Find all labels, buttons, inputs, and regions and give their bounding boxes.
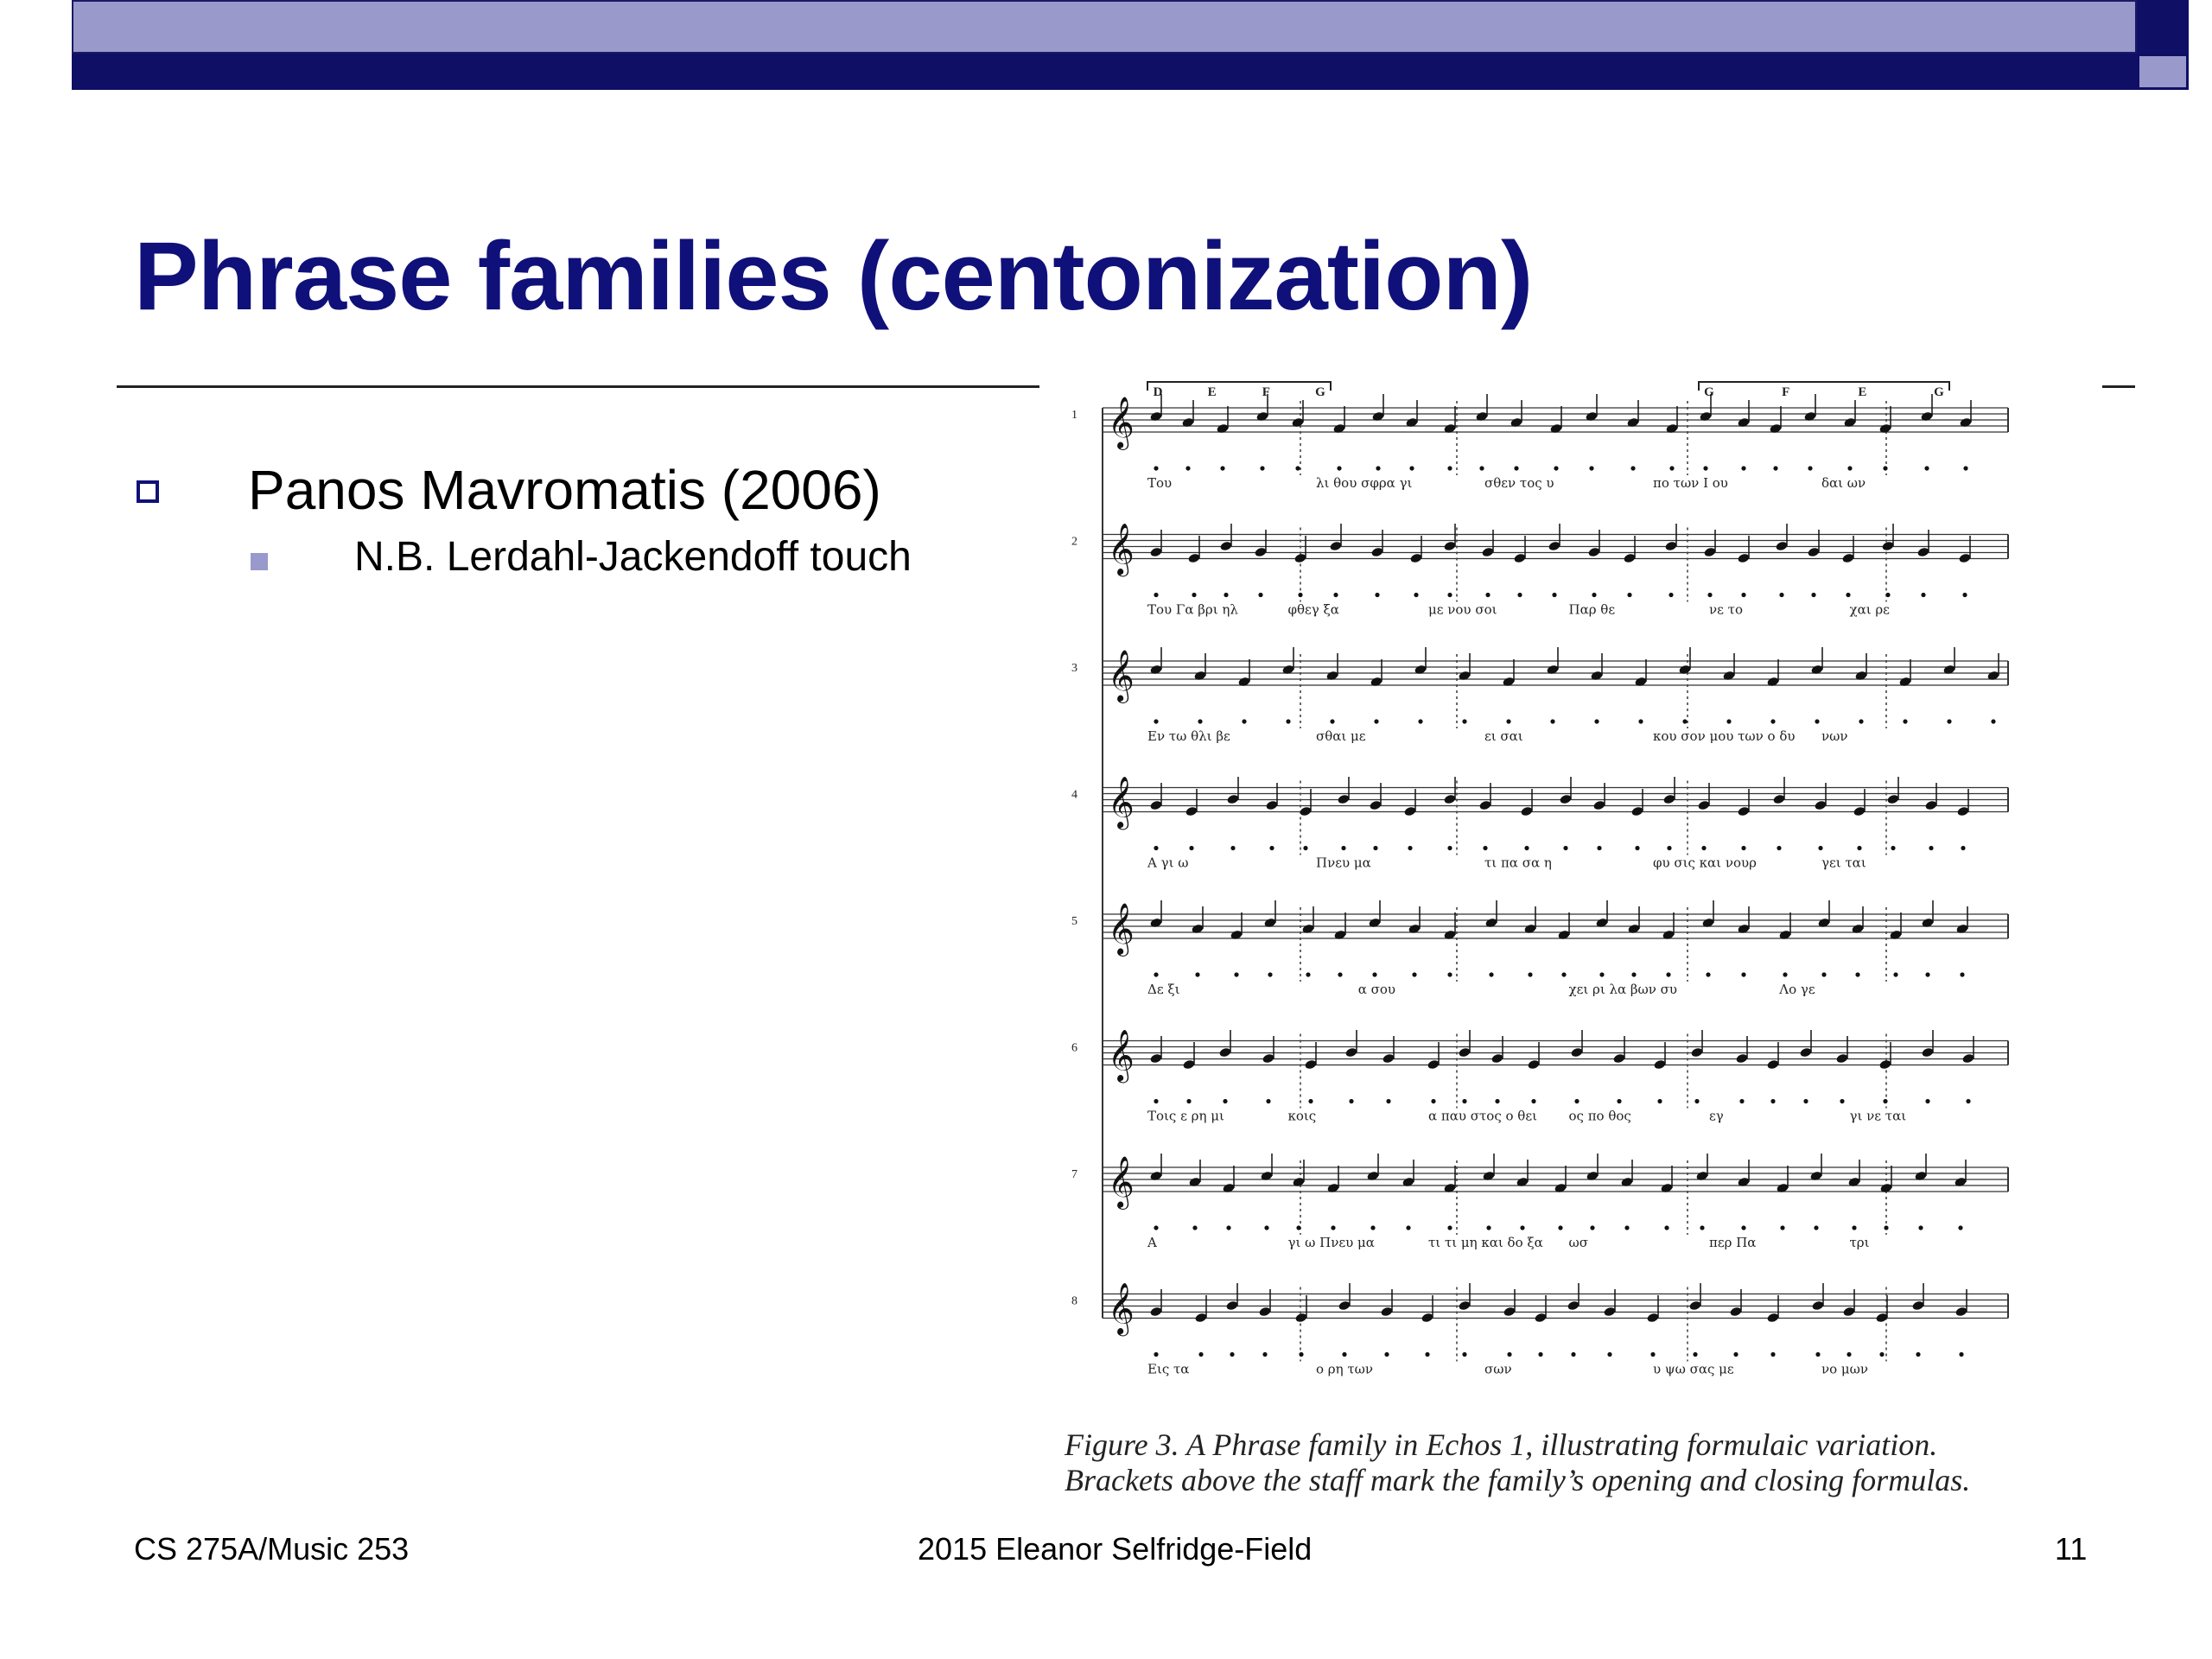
syllable-dot xyxy=(1741,1225,1745,1230)
syllable-dot xyxy=(1295,466,1300,470)
lyric-text: τι πα σα η xyxy=(1484,855,1552,871)
lyric-text: Πνευ μα xyxy=(1316,855,1371,871)
treble-clef-icon: 𝄞 xyxy=(1108,776,1135,829)
syllable-dot xyxy=(1693,1352,1697,1357)
syllable-dot xyxy=(1507,1352,1511,1357)
lyric-text: πο των Ι ου xyxy=(1653,475,1728,491)
staff-number: 4 xyxy=(1071,788,1077,802)
syllable-dot xyxy=(1531,1099,1535,1103)
staff-number: 5 xyxy=(1071,915,1077,928)
syllable-dot xyxy=(1538,1352,1542,1357)
header-corner-dark xyxy=(2137,0,2189,54)
treble-clef-icon: 𝄞 xyxy=(1108,1282,1135,1335)
bullet-text: Panos Mavromatis (2006) xyxy=(248,459,881,521)
lyric-text: νο μων xyxy=(1821,1361,1869,1377)
lyric-text: Δε ξι xyxy=(1147,982,1180,997)
syllable-dot xyxy=(1376,466,1380,470)
syllable-dot xyxy=(1234,972,1238,976)
syllable-dot xyxy=(1852,1225,1856,1230)
lyric-text: Λο γε xyxy=(1779,982,1815,997)
syllable-dot xyxy=(1485,593,1490,597)
syllable-dot xyxy=(1815,1352,1820,1357)
staff-number: 1 xyxy=(1071,409,1077,422)
syllable-dot xyxy=(1337,466,1341,470)
syllable-dot xyxy=(1924,466,1929,470)
syllable-dot xyxy=(1963,466,1967,470)
syllable-dot xyxy=(1154,1225,1158,1230)
syllable-dot xyxy=(1552,593,1556,597)
header-bar-dark xyxy=(72,54,2137,90)
syllable-dot xyxy=(1925,972,1929,976)
syllable-dot xyxy=(1306,972,1310,976)
treble-clef-icon: 𝄞 xyxy=(1108,1029,1135,1082)
syllable-dot xyxy=(1966,1099,1970,1103)
lyric-text: περ Πα xyxy=(1709,1235,1757,1250)
staff-2 xyxy=(1071,524,2008,618)
syllable-dot xyxy=(1409,466,1414,470)
syllable-dot xyxy=(1779,593,1783,597)
bracket-letter: G xyxy=(1704,385,1714,399)
lyric-text: ει σαι xyxy=(1484,728,1523,744)
syllable-dot xyxy=(1855,972,1859,976)
syllable-dot xyxy=(1198,1352,1203,1357)
slide-title: Phrase families (centonization) xyxy=(134,222,1533,330)
staff-number: 6 xyxy=(1071,1041,1077,1055)
syllable-dot xyxy=(1220,466,1224,470)
syllable-dot xyxy=(1599,972,1604,976)
syllable-dot xyxy=(1333,593,1338,597)
syllable-dot xyxy=(1258,593,1262,597)
syllable-dot xyxy=(1893,972,1897,976)
syllable-dot xyxy=(1883,466,1887,470)
syllable-dot xyxy=(1462,1099,1466,1103)
syllable-dot xyxy=(1230,1352,1234,1357)
bracket-line xyxy=(1147,382,1331,391)
syllable-dot xyxy=(1230,846,1235,850)
syllable-dot xyxy=(1650,1352,1655,1357)
closing-formula-bracket xyxy=(1699,382,1949,399)
treble-clef-icon: 𝄞 xyxy=(1108,397,1135,448)
bracket-line xyxy=(1699,382,1949,391)
lyric-text: τι τι μη και δο ξα xyxy=(1428,1235,1543,1250)
syllable-dot xyxy=(1373,846,1377,850)
syllable-dot xyxy=(1447,846,1452,850)
treble-clef-icon: 𝄞 xyxy=(1108,523,1135,575)
syllable-dot xyxy=(1961,846,1965,850)
lyric-text: δαι ων xyxy=(1821,475,1866,491)
lyric-text: σθεν τος υ xyxy=(1484,475,1554,491)
syllable-dot xyxy=(1414,593,1418,597)
syllable-dot xyxy=(1773,466,1777,470)
lyric-text: φθεγ ξα xyxy=(1287,601,1339,618)
bracket-letter: E xyxy=(1207,385,1217,399)
syllable-dot xyxy=(1266,1099,1270,1103)
lyric-text: φυ σις και νουρ xyxy=(1653,855,1757,871)
syllable-dot xyxy=(1489,972,1493,976)
syllable-dot xyxy=(1803,1099,1808,1103)
syllable-dot xyxy=(1638,719,1643,723)
lyric-text: Εν τω θλι βε xyxy=(1147,728,1230,744)
syllable-dot xyxy=(1666,972,1670,976)
lyric-text: σθαι με xyxy=(1316,728,1366,744)
staff-3 xyxy=(1071,647,2008,744)
syllable-dot xyxy=(1425,1352,1429,1357)
syllable-dot xyxy=(1447,466,1452,470)
syllable-dot xyxy=(1669,466,1674,470)
lyric-text: λι θου σφρα γι xyxy=(1316,475,1413,491)
syllable-dot xyxy=(1374,719,1378,723)
syllable-dot xyxy=(1770,719,1775,723)
syllable-dot xyxy=(1242,719,1246,723)
syllable-dot xyxy=(1195,972,1199,976)
lyric-text: α σου xyxy=(1357,982,1396,997)
lyric-text: νων xyxy=(1821,728,1848,744)
music-notation-figure xyxy=(1052,363,2016,1400)
lyric-text: νε το xyxy=(1709,601,1743,618)
syllable-dot xyxy=(1154,593,1158,597)
syllable-dot xyxy=(1741,972,1745,976)
syllable-dot xyxy=(1185,466,1190,470)
syllable-dot xyxy=(1783,972,1787,976)
syllable-dot xyxy=(1528,972,1532,976)
header-bar-light xyxy=(72,0,2137,54)
staff-5 xyxy=(1071,900,2008,997)
syllable-dot xyxy=(1707,593,1712,597)
staff-7 xyxy=(1071,1154,2008,1250)
lyric-text: Α γι ω xyxy=(1147,855,1189,871)
treble-clef-icon: 𝄞 xyxy=(1108,1156,1135,1208)
syllable-dot xyxy=(1891,846,1895,850)
syllable-dot xyxy=(1447,593,1452,597)
bracket-letter: F xyxy=(1262,385,1270,399)
lyric-text: α παυ στος ο θει xyxy=(1428,1108,1537,1124)
syllable-dot xyxy=(1859,719,1863,723)
sub-bullet-icon xyxy=(251,553,268,570)
syllable-dot xyxy=(1726,719,1731,723)
syllable-dot xyxy=(1189,846,1193,850)
syllable-dot xyxy=(1991,719,1995,723)
lyric-text: σων xyxy=(1484,1361,1512,1377)
lyric-text: γι νε ται xyxy=(1849,1108,1907,1124)
syllable-dot xyxy=(1479,466,1484,470)
syllable-dot xyxy=(1372,972,1376,976)
sub-bullet-text: N.B. Lerdahl-Jackendoff touch xyxy=(354,534,912,580)
staff-6 xyxy=(1071,1030,2008,1124)
syllable-dot xyxy=(1879,1352,1884,1357)
header-corner-light xyxy=(2137,54,2189,90)
syllable-dot xyxy=(1286,719,1290,723)
syllable-dot xyxy=(1563,846,1567,850)
syllable-dot xyxy=(1483,846,1487,850)
syllable-dot xyxy=(1627,593,1631,597)
syllable-dot xyxy=(1406,1225,1410,1230)
syllable-dot xyxy=(1635,846,1639,850)
lyric-text: εγ xyxy=(1709,1108,1724,1124)
syllable-dot xyxy=(1486,1225,1491,1230)
syllable-dot xyxy=(1808,466,1812,470)
lyric-text: Εις τα xyxy=(1147,1361,1190,1377)
lyric-text: γει ται xyxy=(1821,855,1866,871)
syllable-dot xyxy=(1571,1352,1575,1357)
syllable-dot xyxy=(1514,466,1518,470)
footer-author: 2015 Eleanor Selfridge-Field xyxy=(918,1531,1313,1567)
syllable-dot xyxy=(1264,1225,1268,1230)
lyric-text: ος πο θος xyxy=(1568,1108,1631,1124)
syllable-dot xyxy=(1574,1099,1579,1103)
syllable-dot xyxy=(1303,846,1307,850)
lyric-text: υ ψω σας με xyxy=(1653,1361,1734,1377)
syllable-dot xyxy=(1607,1352,1611,1357)
syllable-dot xyxy=(1703,466,1707,470)
lyric-text: Του Γα βρι ηλ xyxy=(1147,601,1238,618)
syllable-dot xyxy=(1918,1225,1923,1230)
syllable-dot xyxy=(1198,719,1202,723)
syllable-dot xyxy=(1958,1225,1962,1230)
syllable-dot xyxy=(1506,719,1510,723)
staff-4 xyxy=(1071,777,2008,871)
syllable-dot xyxy=(1154,719,1158,723)
syllable-dot xyxy=(1338,972,1342,976)
syllable-dot xyxy=(1814,1225,1818,1230)
syllable-dot xyxy=(1885,593,1890,597)
lyric-text: κου σον μου των ο δυ xyxy=(1653,728,1796,744)
syllable-dot xyxy=(1594,719,1599,723)
lyric-text: με νου σοι xyxy=(1428,601,1497,618)
lyric-text: Παρ θε xyxy=(1568,601,1616,618)
lyric-text: τρι xyxy=(1849,1235,1870,1250)
footer-course: CS 275A/Music 253 xyxy=(134,1531,410,1567)
syllable-dot xyxy=(1815,719,1819,723)
syllable-dot xyxy=(1331,1225,1335,1230)
syllable-dot xyxy=(1700,1225,1704,1230)
syllable-dot xyxy=(1447,972,1452,976)
syllable-dot xyxy=(1495,1099,1499,1103)
syllable-dot xyxy=(1298,593,1302,597)
syllable-dot xyxy=(1370,1225,1375,1230)
syllable-dot xyxy=(1682,719,1687,723)
syllable-dot xyxy=(1701,846,1706,850)
syllable-dot xyxy=(1550,719,1554,723)
bracket-letter: G xyxy=(1934,385,1944,399)
bracket-letter: D xyxy=(1153,385,1163,399)
syllable-dot xyxy=(1883,1099,1887,1103)
treble-clef-icon: 𝄞 xyxy=(1108,650,1135,702)
syllable-dot xyxy=(1226,1225,1230,1230)
syllable-dot xyxy=(1299,1352,1303,1357)
treble-clef-icon: 𝄞 xyxy=(1108,903,1135,955)
syllable-dot xyxy=(1818,846,1822,850)
syllable-dot xyxy=(1916,1352,1920,1357)
staff-number: 7 xyxy=(1071,1168,1077,1181)
syllable-dot xyxy=(1857,846,1861,850)
syllable-dot xyxy=(1561,972,1566,976)
title-rule-right xyxy=(2102,385,2135,388)
syllable-dot xyxy=(1154,466,1158,470)
staff-number: 8 xyxy=(1071,1294,1077,1308)
syllable-dot xyxy=(1412,972,1416,976)
staff-number: 2 xyxy=(1071,535,1077,549)
syllable-dot xyxy=(1186,1099,1191,1103)
syllable-dot xyxy=(1269,846,1274,850)
syllable-dot xyxy=(1929,846,1933,850)
syllable-dot xyxy=(1630,466,1635,470)
syllable-dot xyxy=(1921,593,1925,597)
lyric-text: χει ρι λα βων συ xyxy=(1568,982,1678,997)
syllable-dot xyxy=(1741,846,1745,850)
syllable-dot xyxy=(1349,1099,1353,1103)
syllable-dot xyxy=(1554,466,1558,470)
syllable-dot xyxy=(1418,719,1422,723)
syllable-dot xyxy=(1694,1099,1699,1103)
syllable-dot xyxy=(1223,1099,1227,1103)
syllable-dot xyxy=(1154,846,1158,850)
syllable-dot xyxy=(1617,1099,1621,1103)
syllable-dot xyxy=(1925,1099,1929,1103)
syllable-dot xyxy=(1821,972,1826,976)
syllable-dot xyxy=(1840,1099,1844,1103)
syllable-dot xyxy=(1524,846,1529,850)
syllable-dot xyxy=(1739,1099,1744,1103)
syllable-dot xyxy=(1706,972,1710,976)
syllable-dot xyxy=(1884,1225,1888,1230)
syllable-dot xyxy=(1517,593,1522,597)
lyric-text: Α xyxy=(1147,1235,1157,1250)
syllable-dot xyxy=(1770,1099,1775,1103)
staff-systems xyxy=(1071,394,2008,1377)
syllable-dot xyxy=(1330,719,1334,723)
syllable-dot xyxy=(1669,593,1673,597)
syllable-dot xyxy=(1846,593,1850,597)
syllable-dot xyxy=(1154,972,1158,976)
syllable-dot xyxy=(1431,1099,1435,1103)
staff-8 xyxy=(1071,1283,2008,1377)
syllable-dot xyxy=(1589,466,1593,470)
syllable-dot xyxy=(1260,466,1264,470)
syllable-dot xyxy=(1777,846,1781,850)
syllable-dot xyxy=(1224,593,1228,597)
syllable-dot xyxy=(1262,1352,1267,1357)
syllable-dot xyxy=(1592,593,1596,597)
syllable-dot xyxy=(1811,593,1815,597)
syllable-dot xyxy=(1741,593,1745,597)
syllable-dot xyxy=(1462,1352,1466,1357)
page-number: 11 xyxy=(2055,1531,2088,1567)
syllable-dot xyxy=(1408,846,1412,850)
syllable-dot xyxy=(1741,466,1745,470)
syllable-dot xyxy=(1962,593,1967,597)
syllable-dot xyxy=(1447,1225,1452,1230)
syllable-dot xyxy=(1847,466,1852,470)
syllable-dot xyxy=(1341,846,1345,850)
syllable-dot xyxy=(1192,1225,1197,1230)
syllable-dot xyxy=(1770,1352,1775,1357)
syllable-dot xyxy=(1631,972,1636,976)
syllable-dot xyxy=(1597,846,1601,850)
syllable-dot xyxy=(1342,1352,1346,1357)
lyric-text: Τοις ε ρη μι xyxy=(1147,1108,1224,1124)
syllable-dot xyxy=(1959,1352,1963,1357)
syllable-dot xyxy=(1847,1352,1851,1357)
syllable-dot xyxy=(1960,972,1964,976)
bracket-letter: F xyxy=(1782,385,1790,399)
square-bullet-icon xyxy=(137,480,159,503)
title-rule xyxy=(117,385,1039,388)
staff-number: 3 xyxy=(1071,662,1077,675)
syllable-dot xyxy=(1308,1099,1313,1103)
lyric-text: γι ω Πνευ μα xyxy=(1287,1235,1375,1250)
lyric-text: ο ρη των xyxy=(1316,1361,1374,1377)
bracket-letter: E xyxy=(1858,385,1867,399)
syllable-dot xyxy=(1296,1225,1300,1230)
opening-formula-bracket xyxy=(1147,382,1331,399)
syllable-dot xyxy=(1375,593,1379,597)
syllable-dot xyxy=(1657,1099,1662,1103)
staff-1 xyxy=(1071,394,2008,491)
syllable-dot xyxy=(1590,1225,1594,1230)
syllable-dot xyxy=(1462,719,1466,723)
figure-caption: Figure 3. A Phrase family in Echos 1, illustrating formulaic variation. Brackets above the staff mark the family’s opening and closing formulas. xyxy=(1065,1427,1971,1497)
syllable-dot xyxy=(1154,1352,1158,1357)
lyric-text: κοις xyxy=(1287,1108,1317,1124)
syllable-dot xyxy=(1268,972,1272,976)
bracket-letter: G xyxy=(1315,385,1325,399)
syllable-dot xyxy=(1192,593,1196,597)
syllable-dot xyxy=(1558,1225,1562,1230)
lyric-text: ωσ xyxy=(1568,1235,1588,1250)
lyric-text: Του xyxy=(1147,475,1173,491)
syllable-dot xyxy=(1386,1099,1390,1103)
syllable-dot xyxy=(1733,1352,1738,1357)
syllable-dot xyxy=(1624,1225,1629,1230)
syllable-dot xyxy=(1780,1225,1784,1230)
lyric-text: χαι ρε xyxy=(1849,601,1890,618)
syllable-dot xyxy=(1154,1099,1158,1103)
syllable-dot xyxy=(1947,719,1951,723)
syllable-dot xyxy=(1903,719,1907,723)
syllable-dot xyxy=(1520,1225,1524,1230)
syllable-dot xyxy=(1667,846,1671,850)
syllable-dot xyxy=(1664,1225,1669,1230)
syllable-dot xyxy=(1384,1352,1389,1357)
